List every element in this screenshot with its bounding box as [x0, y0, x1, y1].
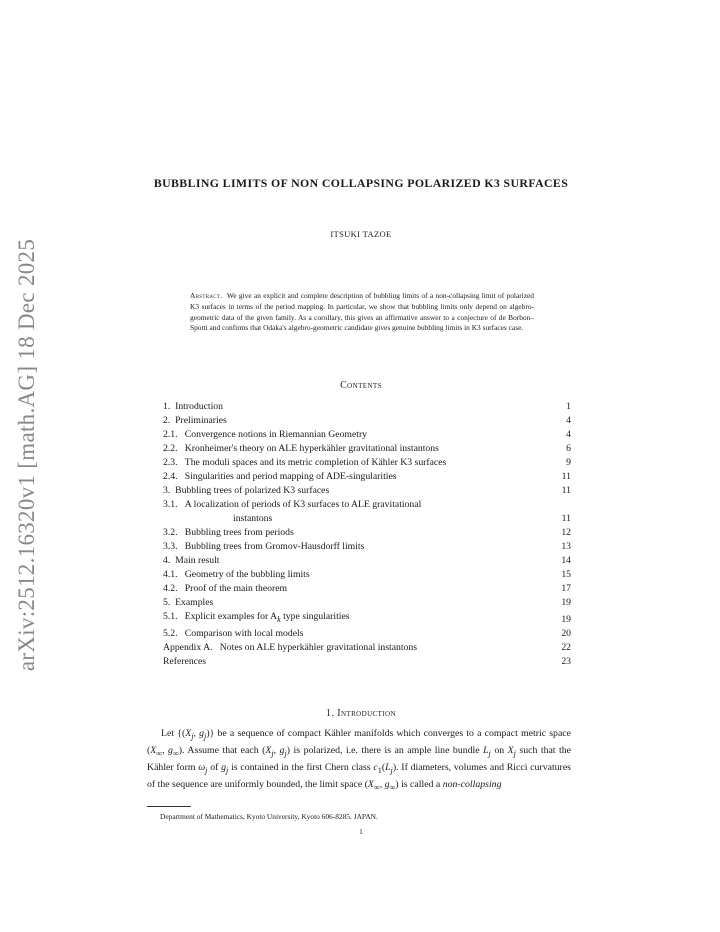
toc-entry[interactable]: 2. Preliminaries 4 [163, 415, 571, 426]
arxiv-identifier: arXiv:2512.16320v1 [math.AG] 18 Dec 2025 [14, 238, 39, 672]
toc-entry[interactable]: 5.1. Explicit examples for $A_k$ type singularities 19 [163, 611, 571, 625]
page-number: 1 [359, 827, 363, 836]
toc-page: 22 [561, 641, 571, 653]
toc-page: 19 [561, 613, 571, 625]
section-heading: 1. Introduction [326, 708, 396, 719]
paper-title: BUBBLING LIMITS OF NON COLLAPSING POLARIZED K3 SURFACES [153, 176, 569, 190]
footnote-rule [147, 806, 191, 807]
toc-page: 15 [561, 569, 571, 580]
toc-entry[interactable]: 4.1. Geometry of the bubbling limits 15 [163, 569, 571, 580]
toc-page: 12 [561, 527, 571, 538]
toc-page: 13 [561, 541, 571, 552]
toc-page: 11 [561, 485, 571, 496]
toc-entry[interactable]: 2.1. Convergence notions in Riemannian Geometry 4 [163, 429, 571, 440]
toc-page: 1 [566, 401, 571, 412]
toc-entry[interactable]: 1. Introduction 1 [163, 401, 571, 412]
toc-entry[interactable]: 2.4. Singularities and period mapping of ADE-singularities 11 [163, 471, 571, 482]
toc-page: 11 [561, 471, 571, 482]
toc-page: 17 [561, 583, 571, 594]
introduction-paragraph: Let {($X_j$, $g_j$)} be a sequence of compact Kähler manifolds which converges to a compact metric space ($X_\infty$, $g_\infty$). Assume that each ($X_j$, $g_j$) is polarized, i.e. there is an ample line bundle $L_j$ on $X_j$ such that the Kähler form $\omega_j$ of $g_j$ is contained in the first Chern class $c_1(L_j)$. If diameters, volumes and Ricci curvatures of the sequence are uniformly bounded, the limit space ($X_\infty$, $g_\infty$) is called a non-collapsing [147, 728, 572, 792]
toc-entry[interactable]: 2.2. Kronheimer's theory on ALE hyperkähler gravitational instantons 6 [163, 443, 571, 454]
toc-entry[interactable]: 3.3. Bubbling trees from Gromov-Hausdorff limits 13 [163, 541, 571, 552]
abstract-label: Abstract. [190, 291, 223, 300]
toc-page: 14 [561, 555, 571, 566]
toc-page: 9 [566, 457, 571, 468]
toc-entry[interactable]: References 23 [163, 655, 571, 667]
abstract-text: We give an explicit and complete description of bubbling limits of a non-collapsing limit of polarized K3 surfaces in terms of the period mapping. In particular, we show that bubbling limits only depend on algebro-geometric data of the given family. As a corollary, this gives an affirmative answer to a conjecture of de Borbon–Spotti and confirms that Odaka's algebro-geometric candidate gives genuine bubbling limits in K3 surfaces case. [190, 291, 534, 333]
table-of-contents [163, 400, 571, 669]
toc-page: 19 [561, 597, 571, 608]
toc-entry[interactable]: 2.3. The moduli spaces and its metric completion of Kähler K3 surfaces 9 [163, 457, 571, 468]
footnote-affiliation: Department of Mathematics, Kyoto University, Kyoto 606-8285. JAPAN. [160, 812, 378, 821]
toc-entry[interactable]: 5.2. Comparison with local models 20 [163, 627, 571, 639]
toc-entry[interactable]: 5. Examples 19 [163, 597, 571, 608]
toc-page: 11 [561, 513, 571, 524]
toc-entry[interactable]: 3. Bubbling trees of polarized K3 surfaces 11 [163, 485, 571, 496]
paper-author: ITSUKI TAZOE [330, 229, 392, 239]
toc-page: 4 [566, 429, 571, 440]
toc-entry[interactable]: 4. Main result 14 [163, 555, 571, 566]
toc-entry[interactable]: 3.1. A localization of periods of K3 surfaces to ALE gravitational instantons 11 [163, 499, 571, 524]
toc-entry[interactable]: 4.2. Proof of the main theorem 17 [163, 583, 571, 594]
toc-page: 20 [561, 627, 571, 639]
toc-entry[interactable]: 3.2. Bubbling trees from periods 12 [163, 527, 571, 538]
contents-heading: Contents [340, 380, 382, 391]
toc-page: 6 [566, 443, 571, 454]
abstract [190, 291, 534, 334]
toc-entry[interactable]: Appendix A. Notes on ALE hyperkähler gravitational instantons 22 [163, 641, 571, 653]
toc-page: 4 [566, 415, 571, 426]
toc-page: 23 [561, 655, 571, 667]
